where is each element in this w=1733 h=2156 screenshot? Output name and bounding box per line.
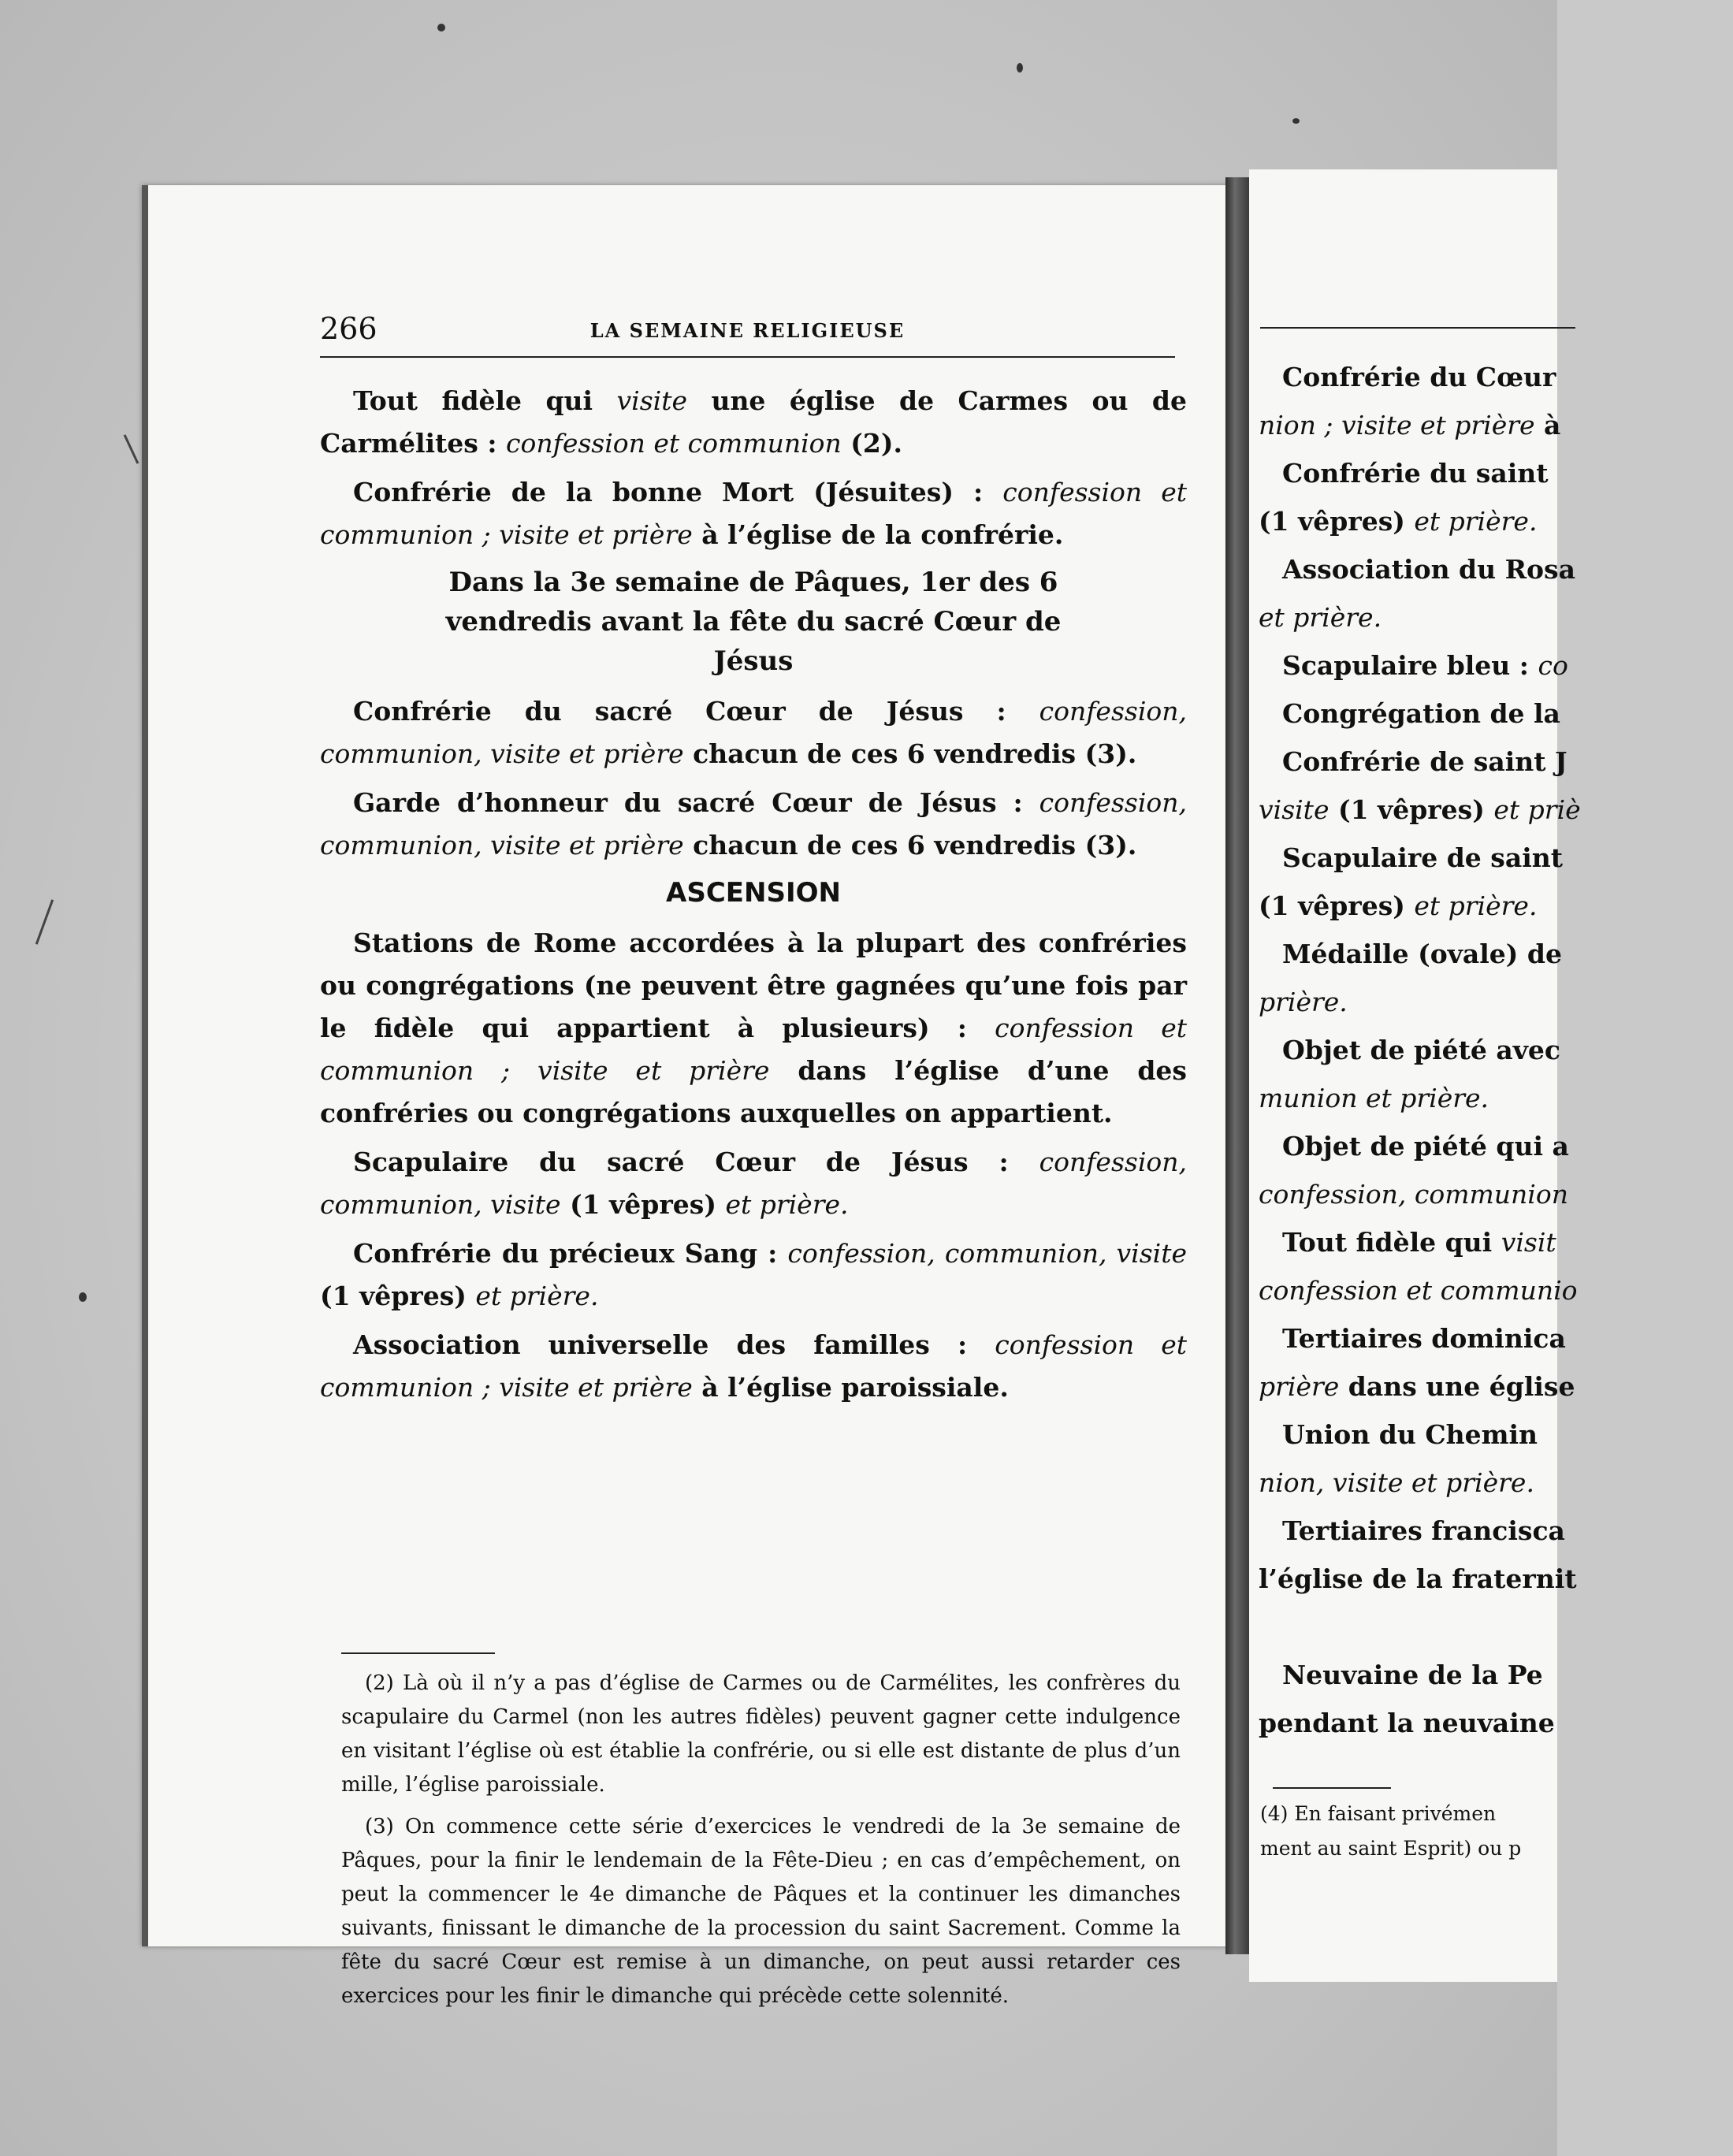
line-fragment: confession, communion [1259, 1179, 1568, 1210]
right-page-line [1259, 1026, 1731, 1074]
line-fragment: dans une église [1339, 1371, 1575, 1402]
running-title: LA SEMAINE RELIGIEUSE [589, 319, 906, 342]
paragraph-precieux-sang [320, 1232, 1187, 1318]
p7-lead: Confrérie du précieux Sang : [353, 1238, 788, 1269]
line-fragment: pendant la neuvaine [1259, 1708, 1555, 1738]
right-footnote-rule [1273, 1787, 1391, 1789]
right-page-line [1259, 738, 1731, 786]
p4-lead: Garde d’honneur du sacré Cœur de Jésus : [353, 787, 1039, 818]
footnote-3: (3) On commence cette série d’exercices le vendredi de la 3e semaine de Pâques, pour la finir le lendemain de la Fête-Dieu ; en cas d’empêchement, on peut la commencer le 4e dimanche de Pâques et la continuer les dimanches suivants, finissant le dimanche de la procession du saint Sacrement. Comme la fête du sacré Cœur est remise à un dimanche, on peut aussi retarder ces exercices pour les finir le dimanche qui précède cette solennité. [341, 1815, 1181, 2008]
line-fragment: (1 vêpres) [1259, 890, 1415, 921]
line-fragment: Tertiaires dominica [1282, 1323, 1566, 1354]
p5-italic: confession et communion ; visite et prière [320, 1013, 1188, 1086]
line-fragment: nion ; visite et prière [1259, 410, 1535, 440]
right-page-line [1259, 690, 1731, 738]
right-page [1249, 169, 1581, 1982]
p1-mid: une église de Carmes ou de Carmélites : [320, 385, 1187, 459]
line-fragment: Tout fidèle qui [1282, 1227, 1501, 1258]
paragraph-bonne-mort [320, 471, 1187, 556]
book-gutter [1225, 177, 1249, 1954]
paragraph-stations-rome [320, 922, 1187, 1135]
dust-speck [1292, 118, 1300, 124]
line-fragment: nion, visite et prière. [1259, 1467, 1534, 1498]
line-fragment: prière [1259, 1371, 1340, 1402]
p4-italic: confession, communion, visite et prière [320, 787, 1187, 861]
footnotes [341, 1667, 1181, 2021]
line-fragment: co [1538, 650, 1568, 681]
paragraph-sacre-coeur [320, 690, 1187, 775]
right-page-line [1259, 1699, 1731, 1747]
right-page-line [1259, 1074, 1731, 1122]
page-number: 266 [320, 311, 377, 346]
line-fragment: l’église de la fraternit [1259, 1563, 1577, 1594]
p8-italic: confession et communion ; visite et prière [320, 1329, 1188, 1403]
page-header [320, 303, 1175, 351]
footnote-rule [341, 1652, 495, 1654]
right-page-line [1259, 1459, 1731, 1507]
p6-italic: confession, communion, visite [320, 1147, 1187, 1220]
right-page-line [1259, 1266, 1731, 1314]
line-fragment: et prière. [1414, 506, 1538, 537]
header-rule [320, 356, 1175, 358]
right-page-line [1259, 1122, 1731, 1170]
right-page-line [1259, 834, 1731, 882]
right-page-line [1259, 1218, 1731, 1266]
p2-italic: confession et communion ; visite et prière [320, 477, 1187, 550]
right-page-line [1259, 1555, 1731, 1603]
section-heading-ascension: ASCENSION [666, 877, 841, 909]
right-page-line [1259, 882, 1731, 930]
p3-lead: Confrérie du sacré Cœur de Jésus : [353, 696, 1039, 727]
p6-italic-2: et prière. [725, 1189, 849, 1220]
p5-lead: Stations de Rome accordées à la plupart des confréries ou congrégations (ne peuvent être gagnées qu’une fois par le fidèle qui appartient à plusieurs) : [320, 927, 1187, 1043]
line-fragment: Tertiaires francisca [1282, 1515, 1565, 1546]
right-page-line [1259, 593, 1731, 641]
paragraph-carmes [320, 380, 1187, 465]
p2-tail: à l’église de la confrérie. [692, 519, 1064, 550]
right-footnote-line: (4) En faisant privémen [1260, 1802, 1497, 1825]
dust-speck [437, 24, 445, 32]
line-fragment: Union du Chemin [1282, 1419, 1538, 1450]
line-fragment: visit [1501, 1227, 1556, 1258]
dust-speck [79, 1292, 87, 1302]
line-fragment: prière. [1259, 987, 1348, 1017]
right-page-line [1259, 1603, 1731, 1651]
p3-tail: chacun de ces 6 vendredis (3). [683, 738, 1137, 769]
line-fragment: et prière. [1259, 602, 1382, 633]
right-page-line [1259, 786, 1731, 834]
right-page-line [1259, 978, 1731, 1026]
p1-lead: Tout fidèle qui [353, 385, 617, 416]
paragraph-garde-honneur [320, 782, 1187, 867]
right-header-rule [1260, 327, 1575, 329]
right-footnote-line: ment au saint Esprit) ou p [1260, 1837, 1522, 1860]
right-page-line [1259, 1362, 1731, 1411]
line-fragment: Scapulaire de saint [1282, 842, 1563, 873]
p3-italic: confession, communion, visite et prière [320, 696, 1187, 769]
p8-lead: Association universelle des familles : [353, 1329, 995, 1360]
left-page [142, 185, 1232, 2008]
p6-lead: Scapulaire du sacré Cœur de Jésus : [353, 1147, 1039, 1177]
paragraph-scapulaire [320, 1141, 1187, 1226]
line-fragment: Objet de piété qui a [1282, 1131, 1569, 1162]
p1-tail: (2). [841, 428, 902, 459]
footnote-2: (2) Là où il n’y a pas d’église de Carmes ou de Carmélites, les confrères du scapulaire du Carmel (non les autres fidèles) peuvent gagner cette indulgence en visitant l’église où est établie la confrérie, ou si elle est distante de plus d’un mille, l’église paroissiale. [341, 1671, 1181, 1797]
p2-lead: Confrérie de la bonne Mort (Jésuites) : [353, 477, 1003, 507]
right-page-line [1259, 1411, 1731, 1459]
line-fragment: Congrégation de la [1282, 698, 1560, 729]
right-page-line [1259, 353, 1731, 401]
line-fragment: et prière. [1414, 890, 1538, 921]
p4-tail: chacun de ces 6 vendredis (3). [683, 830, 1137, 861]
p7-italic: confession, communion, visite [787, 1238, 1187, 1269]
section-heading-paques: Dans la 3e semaine de Pâques, 1er des 6 vendredis avant la fête du sacré Cœur de Jésus [445, 567, 1062, 677]
right-page-line [1259, 1507, 1731, 1555]
line-fragment: munion et prière. [1259, 1083, 1489, 1113]
line-fragment: visite [1259, 794, 1330, 825]
right-page-line [1259, 930, 1731, 978]
p8-tail: à l’église paroissiale. [692, 1372, 1009, 1403]
right-page-footnotes [1260, 1797, 1733, 1866]
right-page-line [1259, 1651, 1731, 1699]
main-text [320, 380, 1187, 1415]
paragraph-familles [320, 1324, 1187, 1409]
p1-italic: visite [616, 385, 688, 416]
right-page-line [1259, 641, 1731, 690]
right-page-line [1259, 545, 1731, 593]
dust-speck [1017, 63, 1023, 72]
line-fragment: Association du Rosa [1282, 554, 1576, 585]
line-fragment: (1 vêpres) [1259, 506, 1415, 537]
line-fragment: Confrérie de saint J [1282, 746, 1568, 777]
p7-mid: (1 vêpres) [320, 1281, 476, 1311]
right-page-line [1259, 497, 1731, 545]
line-fragment: Médaille (ovale) de [1282, 939, 1562, 969]
line-fragment: Scapulaire bleu : [1282, 650, 1538, 681]
right-page-line [1259, 1170, 1731, 1218]
p7-italic-2: et prière. [475, 1281, 599, 1311]
line-fragment: Confrérie du Cœur [1282, 362, 1556, 392]
line-fragment: confession et communio [1259, 1275, 1578, 1306]
line-fragment: Neuvaine de la Pe [1282, 1660, 1543, 1690]
line-fragment: (1 vêpres) [1329, 794, 1494, 825]
line-fragment: et priè [1493, 794, 1581, 825]
right-page-line [1259, 449, 1731, 497]
right-page-line [1259, 401, 1731, 449]
line-fragment: Confrérie du saint [1282, 458, 1549, 489]
p6-mid: (1 vêpres) [560, 1189, 726, 1220]
p5-tail: dans l’église d’une des confréries ou congrégations auxquelles on appartient. [320, 1055, 1188, 1128]
right-page-text [1259, 353, 1731, 1747]
p1-italic-2: confession et communion [506, 428, 842, 459]
line-fragment: Objet de piété avec [1282, 1035, 1561, 1065]
right-page-line [1259, 1314, 1731, 1362]
line-fragment: à [1534, 410, 1561, 440]
